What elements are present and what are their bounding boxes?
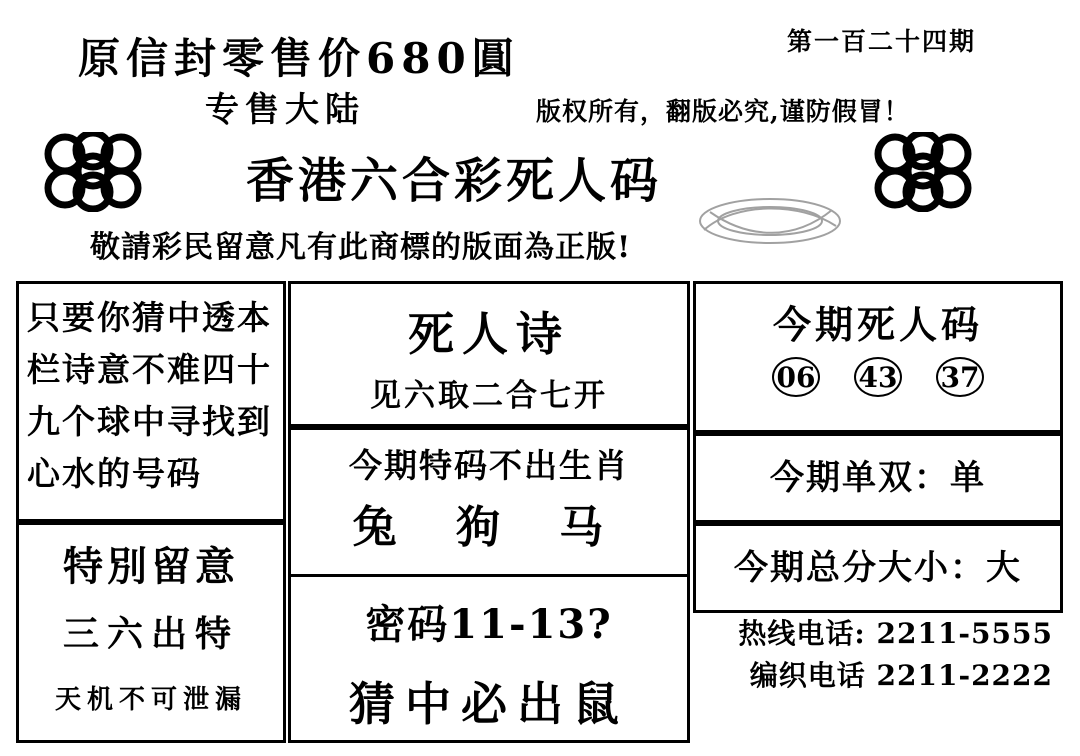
number-ball: 37 — [936, 357, 984, 397]
dead-numbers-row — [696, 357, 1060, 397]
poem-hint-text: 只要你猜中透本栏诗意不难四十九个球中寻找到心水的号码 — [27, 298, 272, 493]
odd-even-text: 今期单双：单 — [770, 458, 986, 498]
dead-numbers-title: 今期死人码 — [772, 303, 983, 347]
dead-poem-cell — [288, 281, 690, 427]
sub-price-line: 专售大陆 — [205, 90, 365, 130]
content-grid — [16, 281, 1063, 743]
flower-logo-icon — [38, 132, 148, 212]
dead-numbers-cell — [693, 281, 1063, 433]
poem-hint-cell — [16, 281, 286, 522]
dead-poem-subtitle: 见六取二合七开 — [370, 378, 608, 414]
code-cell — [288, 577, 690, 743]
page-title: 香港六合彩死人码 — [246, 153, 663, 209]
big-small-text: 今期总分大小：大 — [734, 548, 1022, 588]
no-zodiac-title: 今期特码不出生肖 — [349, 446, 629, 485]
contact-cell — [693, 613, 1063, 743]
special-notice-middle: 三六出特 — [62, 613, 239, 655]
special-notice-footer: 天机不可泄漏 — [54, 685, 247, 715]
no-zodiac-animals: 兔 狗 马 — [352, 502, 626, 553]
price-line: 原信封零售价680圓 — [78, 34, 520, 83]
number-ball: 43 — [854, 357, 902, 397]
copyright-line: 版权所有，翻版必究,谨防假冒！ — [536, 97, 910, 126]
guess-line: 猜中必出鼠 — [349, 677, 629, 731]
dead-poem-title: 死人诗 — [408, 307, 570, 361]
big-small-cell — [693, 523, 1063, 613]
authenticity-notice: 敬請彩民留意凡有此商標的版面為正版! — [90, 230, 632, 265]
issue-number: 第一百二十四期 — [786, 27, 976, 56]
special-notice-cell — [16, 522, 286, 743]
odd-even-cell — [693, 433, 1063, 523]
weaving-phone: 编织电话 2211-2222 — [749, 659, 1053, 692]
code-line: 密码11-13? — [365, 601, 613, 648]
hotline-phone: 热线电话: 2211-5555 — [738, 617, 1053, 650]
watermark-stamp-icon — [690, 190, 850, 252]
no-zodiac-cell — [288, 427, 690, 577]
special-notice-title: 特別留意 — [63, 544, 239, 590]
number-ball: 06 — [772, 357, 820, 397]
flower-logo-icon — [868, 132, 978, 212]
